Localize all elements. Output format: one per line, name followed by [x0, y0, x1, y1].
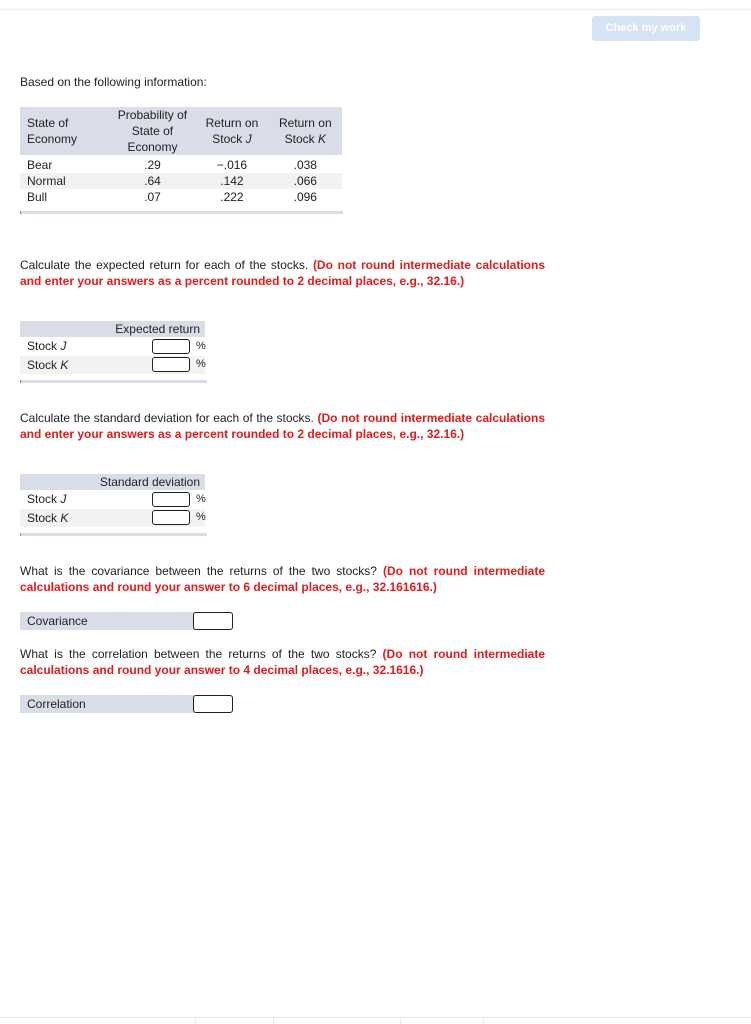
intro-text: Based on the following information:	[20, 75, 207, 89]
answer-row-expected-k: Stock K	[20, 356, 205, 374]
std-dev-k-input[interactable]	[152, 510, 190, 525]
cell-prob: .07	[144, 190, 161, 204]
header-probability: Probability of State of Economy	[110, 107, 196, 155]
expected-return-header: Expected return	[20, 321, 205, 337]
cell-ret-k: .038	[293, 158, 317, 172]
std-dev-j-input[interactable]	[152, 492, 190, 507]
correlation-input[interactable]	[193, 695, 233, 713]
header-state: State of Economy	[20, 107, 110, 155]
covariance-label: Covariance	[20, 612, 205, 630]
bottom-tick	[483, 1019, 484, 1024]
question-expected-return: Calculate the expected return for each of the stocks. (Do not round intermediate calculations and enter your answers as a percent rounded to 2 decimal places, e.g., 32.16.)	[20, 258, 546, 288]
sd-bottom-bar	[20, 533, 207, 536]
standard-deviation-header: Standard deviation	[20, 474, 205, 490]
header-return-j: Return on Stock J	[195, 107, 268, 155]
top-divider	[0, 9, 751, 10]
bottom-tick	[400, 1019, 401, 1024]
percent-unit: %	[196, 493, 206, 505]
bottom-tick	[273, 1019, 274, 1024]
percent-unit: %	[196, 340, 206, 352]
covariance-input[interactable]	[193, 612, 233, 630]
header-return-k: Return on Stock K	[269, 107, 342, 155]
cell-ret-k: .066	[269, 173, 342, 189]
cell-prob: .64	[110, 173, 196, 189]
cell-ret-k: .096	[293, 190, 317, 204]
check-my-work-button[interactable]: Check my work	[592, 16, 700, 41]
info-table	[20, 107, 342, 205]
question-standard-deviation: Calculate the standard deviation for each of the stocks. (Do not round intermediate calculations and enter your answers as a percent rounded to 2 decimal places, e.g., 32.16.)	[20, 411, 546, 441]
cell-ret-j: −.016	[216, 158, 248, 172]
cell-state: Bull	[27, 190, 48, 204]
bottom-divider	[0, 1017, 751, 1018]
table-bottom-bar	[20, 211, 343, 214]
question-covariance: What is the covariance between the returns of the two stocks? (Do not round intermediate calculations and round your answer to 6 decimal places, e.g., 32.161616.)	[20, 564, 545, 594]
cell-state: Normal	[20, 173, 110, 189]
cell-prob: .29	[144, 158, 161, 172]
cell-ret-j: .142	[195, 173, 268, 189]
answer-row-expected-j: Stock J	[27, 339, 67, 353]
cell-ret-j: .222	[220, 190, 244, 204]
answer-row-sd-j: Stock J	[27, 492, 67, 506]
expected-bottom-bar	[20, 380, 207, 383]
table-row	[20, 155, 342, 173]
expected-return-k-input[interactable]	[152, 357, 190, 372]
info-table-header	[20, 107, 342, 155]
bottom-tick	[195, 1019, 196, 1024]
answer-row-sd-k: Stock K	[20, 509, 205, 527]
table-row	[20, 189, 342, 205]
cell-state: Bear	[27, 158, 53, 172]
expected-return-j-input[interactable]	[152, 339, 190, 354]
percent-unit: %	[196, 358, 206, 370]
correlation-label: Correlation	[20, 695, 205, 713]
percent-unit: %	[196, 511, 206, 523]
table-row	[20, 173, 342, 189]
question-correlation: What is the correlation between the returns of the two stocks? (Do not round intermediate calculations and round your answer to 4 decimal places, e.g., 32.1616.)	[20, 647, 546, 677]
